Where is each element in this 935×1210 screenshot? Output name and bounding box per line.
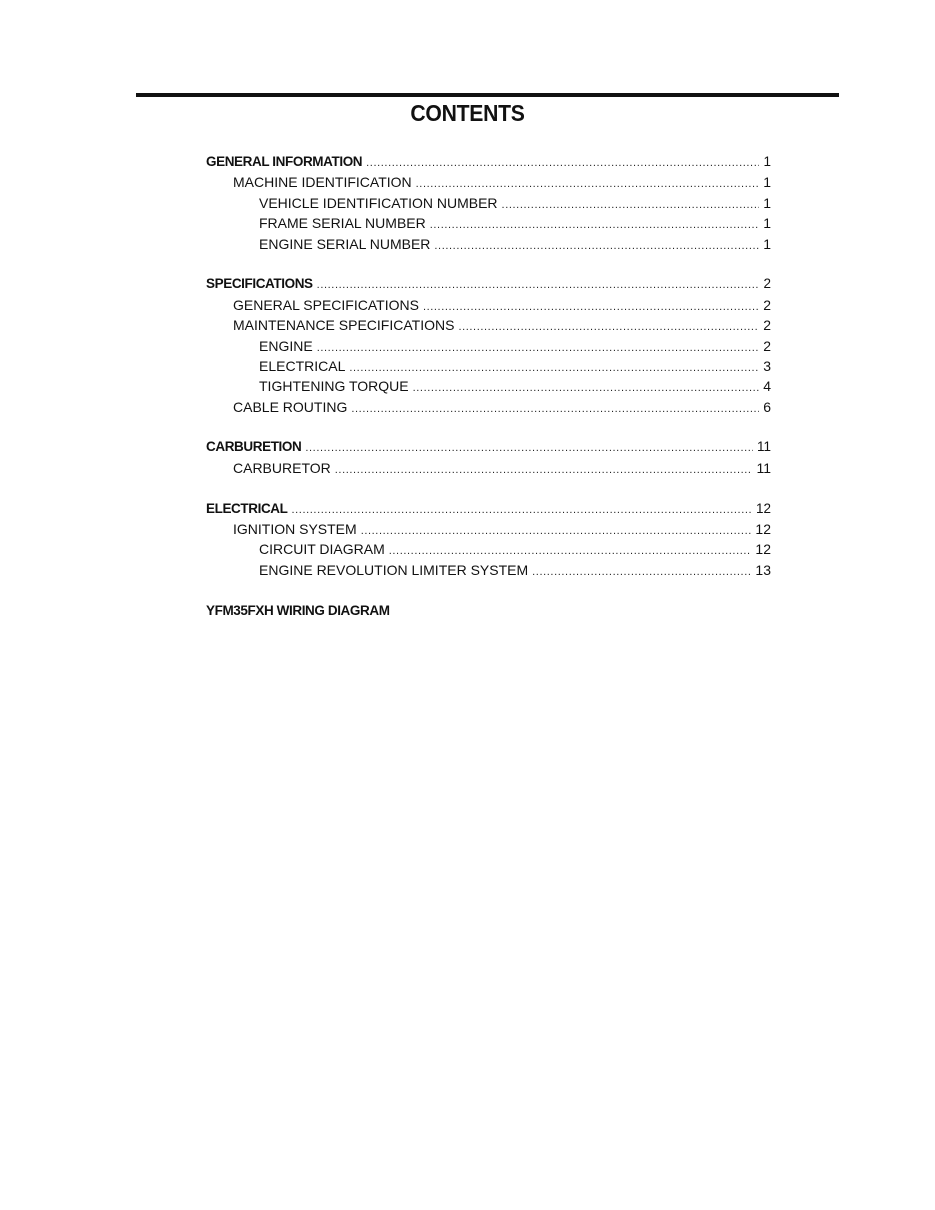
toc-page-number: 2 [763,337,771,354]
toc-page-number: 2 [763,317,771,334]
toc-entry-general-specifications[interactable] [206,295,771,315]
toc-page-number: 11 [756,459,771,476]
toc-entry-electrical[interactable] [206,499,771,519]
dot-leader [502,195,760,213]
table-of-contents [206,152,771,621]
toc-entry-engine-revolution-limiter-system[interactable] [206,560,771,580]
toc-label: MAINTENANCE SPECIFICATIONS [233,317,455,334]
toc-entry-maintenance-specifications[interactable] [206,315,771,335]
toc-label: ELECTRICAL [206,500,288,516]
toc-label: ELECTRICAL [259,357,346,374]
toc-page-number: 2 [763,296,771,313]
dot-leader [430,215,759,233]
toc-entry-engine-serial-number[interactable] [206,234,771,254]
toc-entry-general-information[interactable] [206,152,771,172]
toc-page-number: 12 [755,500,771,516]
toc-label: ENGINE REVOLUTION LIMITER SYSTEM [259,561,529,578]
toc-label: IGNITION SYSTEM [233,521,357,538]
toc-entry-wiring-diagram[interactable]: YFM35FXH WIRING DIAGRAM [206,602,390,618]
toc-entry-machine-identification[interactable] [206,172,771,192]
toc-label: ENGINE SERIAL NUMBER [259,235,431,252]
section-gap [206,254,771,274]
toc-label: MACHINE IDENTIFICATION [233,174,412,191]
toc-entry-cable-routing[interactable] [206,397,771,417]
toc-page-number: 1 [763,154,771,169]
toc-label: CABLE ROUTING [233,398,348,415]
dot-leader [317,338,760,356]
section-gap [206,478,771,498]
dot-leader [317,275,760,294]
toc-page-number: 11 [756,439,771,455]
page-title: CONTENTS [410,100,525,126]
section-gap [206,417,771,437]
toc-page-number: 12 [755,541,771,558]
dot-leader [349,358,759,376]
toc-label: ENGINE [259,337,313,354]
toc-page-number: 1 [763,174,771,191]
dot-leader [532,562,751,580]
toc-page-number: 2 [763,276,771,292]
dot-leader [351,399,759,417]
toc-label: SPECIFICATIONS [206,276,313,292]
toc-page-number: 4 [763,378,771,395]
toc-entry-vehicle-identification-number[interactable] [206,193,771,213]
dot-leader [389,541,752,559]
toc-label: GENERAL INFORMATION [206,154,363,169]
section-gap [206,580,771,600]
toc-page-number: 12 [755,521,771,538]
toc-label: TIGHTENING TORQUE [259,378,409,395]
dot-leader [413,378,760,396]
toc-entry-circuit-diagram[interactable] [206,539,771,559]
dot-leader [458,317,759,335]
toc-label: GENERAL SPECIFICATIONS [233,296,419,313]
dot-leader [416,174,760,192]
toc-entry-tightening-torque[interactable] [206,376,771,396]
toc-label: VEHICLE IDENTIFICATION NUMBER [259,194,498,211]
toc-entry-ignition-system[interactable] [206,519,771,539]
toc-page-number: 1 [763,194,771,211]
dot-leader [361,521,752,539]
dot-leader [423,297,759,315]
top-rule [136,93,839,97]
toc-entry-carburetion[interactable] [206,437,771,457]
toc-page-number: 6 [763,398,771,415]
toc-entry-frame-serial-number[interactable] [206,213,771,233]
dot-leader [335,460,753,478]
toc-entry-electrical-specs[interactable] [206,356,771,376]
dot-leader [292,500,752,519]
toc-page-number: 1 [763,215,771,232]
dot-leader [366,153,759,172]
toc-label: FRAME SERIAL NUMBER [259,215,426,232]
toc-entry-carburetor[interactable] [206,458,771,478]
toc-label: CARBURETOR [233,459,331,476]
toc-entry-specifications[interactable] [206,274,771,294]
toc-page-number: 13 [755,561,771,578]
toc-label: CIRCUIT DIAGRAM [259,541,385,558]
dot-leader [305,438,753,457]
toc-entry-engine[interactable] [206,336,771,356]
toc-page-number: 1 [763,235,771,252]
toc-page-number: 3 [763,357,771,374]
dot-leader [434,236,759,254]
toc-label: CARBURETION [206,439,302,455]
